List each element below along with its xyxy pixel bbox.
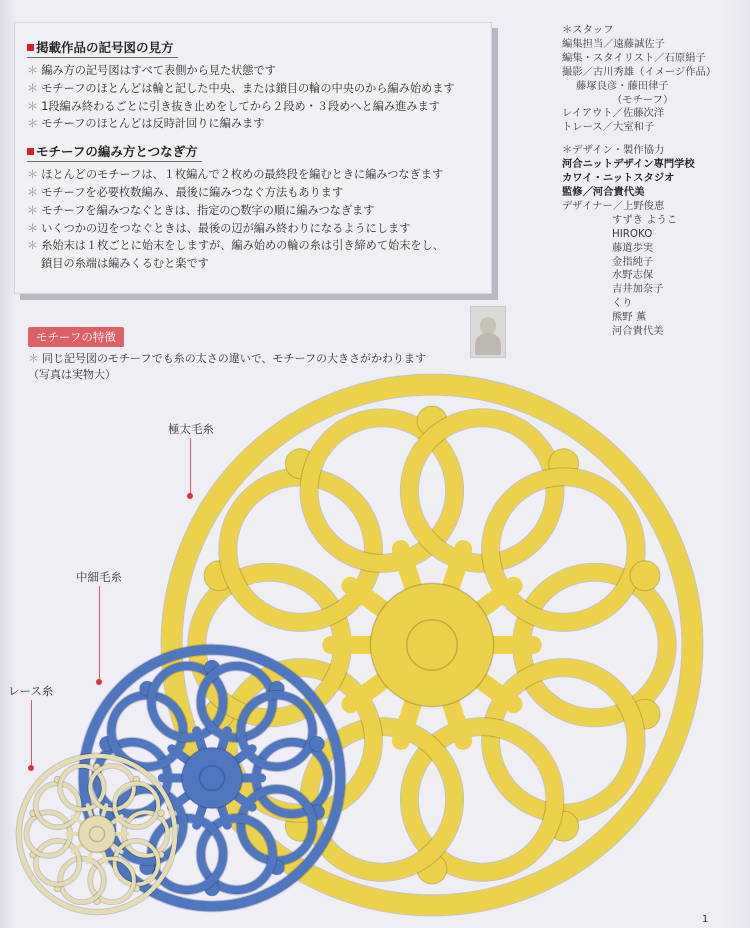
label-lace-thread: レース糸 <box>8 684 54 698</box>
staff-line: 撮影／古川秀雄（イメージ作品） <box>562 65 717 78</box>
section-heading: 掲載作品の記号図の見方 <box>27 38 178 58</box>
pointer-dot <box>187 493 193 499</box>
bullet-item: ＊ モチーフを必要枚数編み、最後に編みつなぐ方法もあります <box>27 185 344 199</box>
pointer-dot <box>28 765 34 771</box>
staff-line: HIROKO <box>612 227 653 240</box>
bullet-item: ＊ 1段編み終わるごとに引き抜き止めをしてから２段め・３段めへと編み進みます <box>27 99 440 113</box>
leader-line <box>99 586 100 680</box>
bullet-continuation: 鎖目の糸端は編みくるむと楽です <box>41 257 209 271</box>
staff-line: 金指純子 <box>612 255 654 268</box>
staff-line: カワイ・ニットスタジオ <box>562 172 675 185</box>
staff-line: 藤道歩実 <box>612 241 654 254</box>
pointer-dot <box>96 679 102 685</box>
staff-line: 河合貴代美 <box>612 325 664 338</box>
feature-tag: モチーフの特徴 <box>28 327 124 347</box>
bullet-item: ＊ モチーフのほとんどは輪と記した中央、または鎖目の輪の中央のから編み始めます <box>27 81 455 95</box>
staff-line: くり <box>612 297 633 310</box>
staff-line: 編集・スタイリスト／石原絹子 <box>562 51 706 64</box>
label-extra-thick-yarn: 極太毛糸 <box>168 422 214 436</box>
staff-line: 吉井加奈子 <box>612 283 664 296</box>
bullet-item: ＊ 糸始末は１枚ごとに始末をしますが、編み始めの輪の糸は引き締めて始末をし、 <box>27 239 444 253</box>
staff-line: すずき ようこ <box>612 213 678 226</box>
page-number: 1 <box>702 914 709 925</box>
bullet-item: ＊ モチーフを編みつなぐときは、指定の○数字の順に編みつなぎます <box>27 203 375 217</box>
feature-description: ＊ 同じ記号図のモチーフでも糸の太さの違いで、モチーフの大きさがかわります （写真は実物大） <box>28 352 427 381</box>
staff-line: ＊スタッフ <box>562 24 614 36</box>
staff-line: レイアウト／佐藤次洋 <box>562 107 665 120</box>
staff-line: 熊野 薫 <box>612 311 647 324</box>
bullet-item: ＊ 編み方の記号図はすべて表側から見た状態です <box>27 64 276 77</box>
bullet-item: ＊ ほとんどのモチーフは、１枚編んで２枚めの最終段を編むときに編みつなぎます <box>27 168 444 182</box>
staff-line: 編集担当／遠藤誠佐子 <box>562 37 665 50</box>
leader-line <box>31 700 32 766</box>
label-medium-fine-yarn: 中細毛糸 <box>76 570 122 584</box>
staff-line: デザイナー／上野俊恵 <box>562 199 665 212</box>
staff-line: （モチーフ） <box>612 93 674 106</box>
feature-note: （写真は実物大） <box>28 368 116 381</box>
yellow-extra-thick-motif <box>172 385 693 906</box>
staff-line: 河合ニットデザイン専門学校 <box>562 158 695 171</box>
staff-line: 監修／河合貴代美 <box>562 185 645 198</box>
staff-line: トレース／大室和子 <box>562 121 655 134</box>
staff-line: ＊デザイン・製作協力 <box>562 144 665 157</box>
bullet-item: ＊ いくつかの辺をつなぐときは、最後の辺が編み終わりになるようにします <box>27 221 411 235</box>
section-heading: モチーフの編み方とつなぎ方 <box>27 142 202 162</box>
leader-line <box>190 438 191 494</box>
staff-line: 水野志保 <box>612 269 654 282</box>
bullet-item: ＊ モチーフのほとんどは反時計回りに編みます <box>27 117 265 131</box>
staff-line: 藤塚良彦・藤田律子 <box>576 79 669 92</box>
